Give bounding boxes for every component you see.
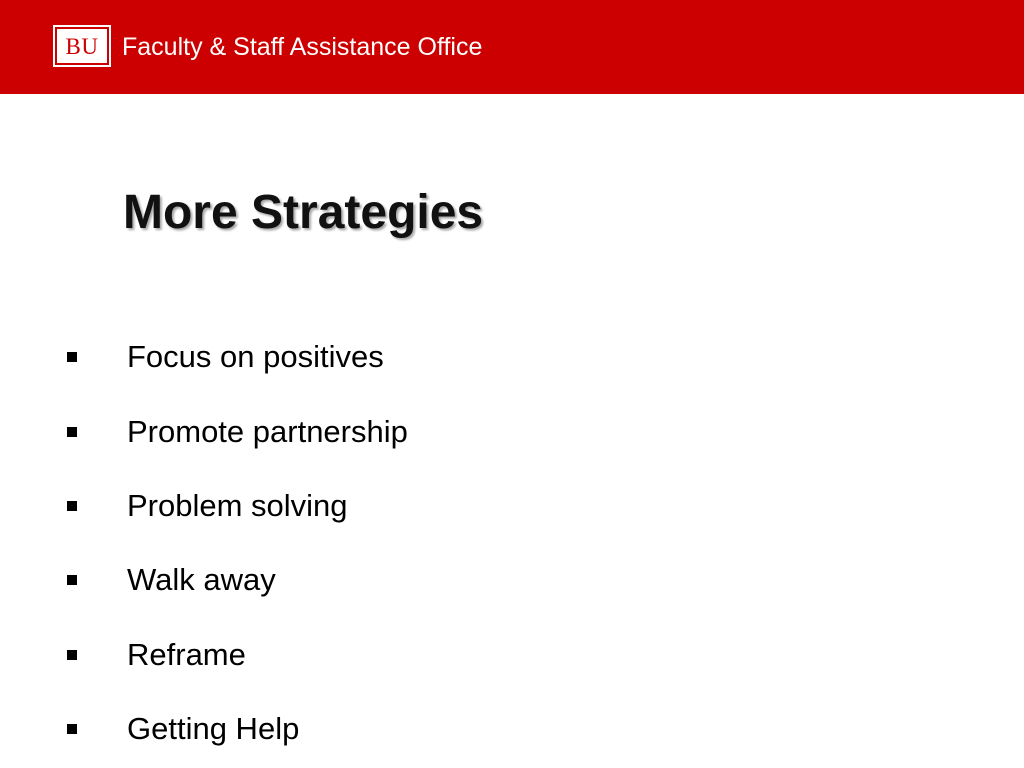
bu-logo (53, 25, 111, 67)
bullet-list (60, 320, 408, 766)
square-bullet-icon (67, 501, 77, 511)
bu-logo-inner (57, 29, 107, 63)
list-item (60, 618, 408, 692)
square-bullet-icon (67, 352, 77, 362)
square-bullet-icon (67, 575, 77, 585)
list-item (60, 469, 408, 543)
bullet-text: Focus on positives (127, 339, 384, 375)
bullet-text: Getting Help (127, 711, 300, 747)
square-bullet-icon (67, 724, 77, 734)
list-item (60, 543, 408, 617)
list-item (60, 394, 408, 468)
list-item (60, 692, 408, 766)
square-bullet-icon (67, 650, 77, 660)
list-item (60, 320, 408, 394)
square-bullet-icon (67, 427, 77, 437)
bullet-text: Promote partnership (127, 413, 408, 449)
bu-logo-text: BU (65, 33, 99, 59)
bullet-text: Problem solving (127, 487, 348, 523)
header-title: Faculty & Staff Assistance Office (122, 33, 483, 61)
slide-title: More Strategies (123, 186, 484, 239)
bullet-text: Reframe (127, 636, 246, 672)
bullet-text: Walk away (127, 562, 276, 598)
header-bar (0, 0, 1024, 94)
